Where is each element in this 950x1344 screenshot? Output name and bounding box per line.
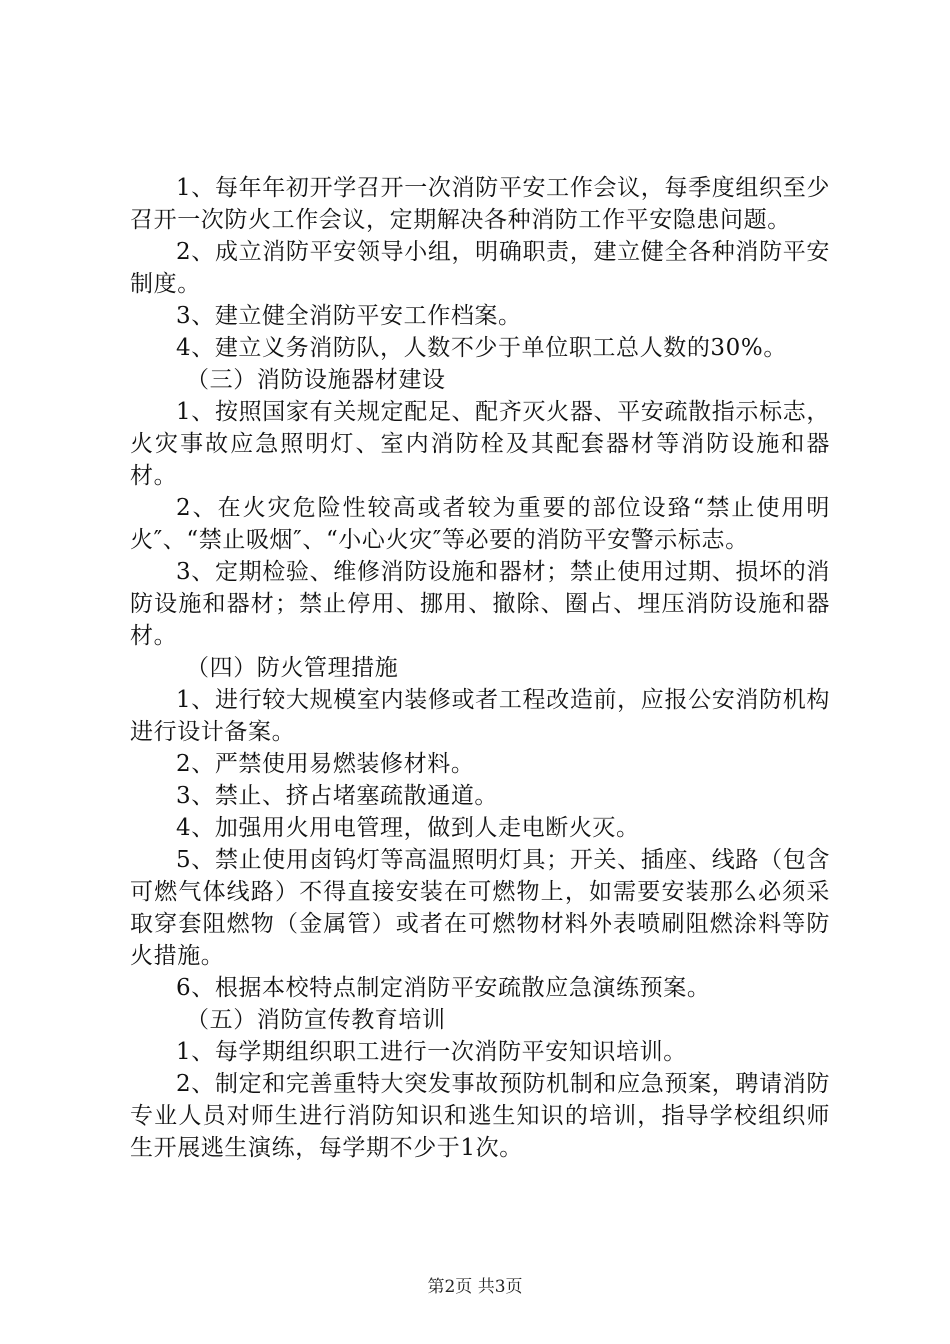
paragraph-maintenance: 3、定期检验、维修消防设施和器材；禁止使用过期、损坏的消防设施和器材；禁止停用、挪用、撤除、圈占、埋压消防设施和器材。 xyxy=(130,559,830,649)
paragraph-archive: 3、建立健全消防平安工作档案。 xyxy=(176,303,522,329)
paragraph-materials: 2、严禁使用易燃装修材料。 xyxy=(176,751,475,777)
paragraph-renovation: 1、进行较大规模室内装修或者工程改造前，应报公安消防机构进行设计备案。 xyxy=(130,687,830,745)
paragraph-leadership-group: 2、成立消防平安领导小组，明确职责，建立健全各种消防平安制度。 xyxy=(130,239,830,297)
paragraph-volunteer-team: 4、建立义务消防队，人数不少于单位职工总人数的30%。 xyxy=(176,335,787,361)
paragraph-lighting: 5、禁止使用卤钨灯等高温照明灯具；开关、插座、线路（包含可燃气体线路）不得直接安装在可燃物上，如需要安装那么必须采取穿套阻燃物（金属管）或者在可燃物材料外表喷刷阻燃涂料等防火措施。 xyxy=(130,847,830,969)
page-footer: 第2页 共3页 xyxy=(427,1277,523,1297)
section-heading-facilities: （三）消防设施器材建设 xyxy=(186,367,446,393)
document-body xyxy=(130,172,830,1164)
section-heading-management: （四）防火管理措施 xyxy=(186,655,399,681)
paragraph-warning-signs: 2、在火灾危险性较高或者较为重要的部位设臵“禁止使用明火″、“禁止吸烟″、“小心火灾″等必要的消防平安警示标志。 xyxy=(130,495,830,553)
paragraph-electricity: 4、加强用火用电管理，做到人走电断火灭。 xyxy=(176,815,640,841)
paragraph-staff-training: 1、每学期组织职工进行一次消防平安知识培训。 xyxy=(176,1039,687,1065)
paragraph-meeting: 1、每年年初开学召开一次消防平安工作会议，每季度组织至少召开一次防火工作会议，定期解决各种消防工作平安隐患问题。 xyxy=(130,175,830,233)
paragraph-emergency-plan: 2、制定和完善重特大突发事故预防机制和应急预案，聘请消防专业人员对师生进行消防知识和逃生知识的培训，指导学校组织师生开展逃生演练，每学期不少于1次。 xyxy=(130,1071,830,1161)
section-heading-training: （五）消防宣传教育培训 xyxy=(186,1007,446,1033)
paragraph-drill-plan: 6、根据本校特点制定消防平安疏散应急演练预案。 xyxy=(176,975,711,1001)
paragraph-exits: 3、禁止、挤占堵塞疏散通道。 xyxy=(176,783,499,809)
paragraph-extinguishers: 1、按照国家有关规定配足、配齐灭火器、平安疏散指示标志，火灾事故应急照明灯、室内消防栓及其配套器材等消防设施和器材。 xyxy=(130,399,830,489)
